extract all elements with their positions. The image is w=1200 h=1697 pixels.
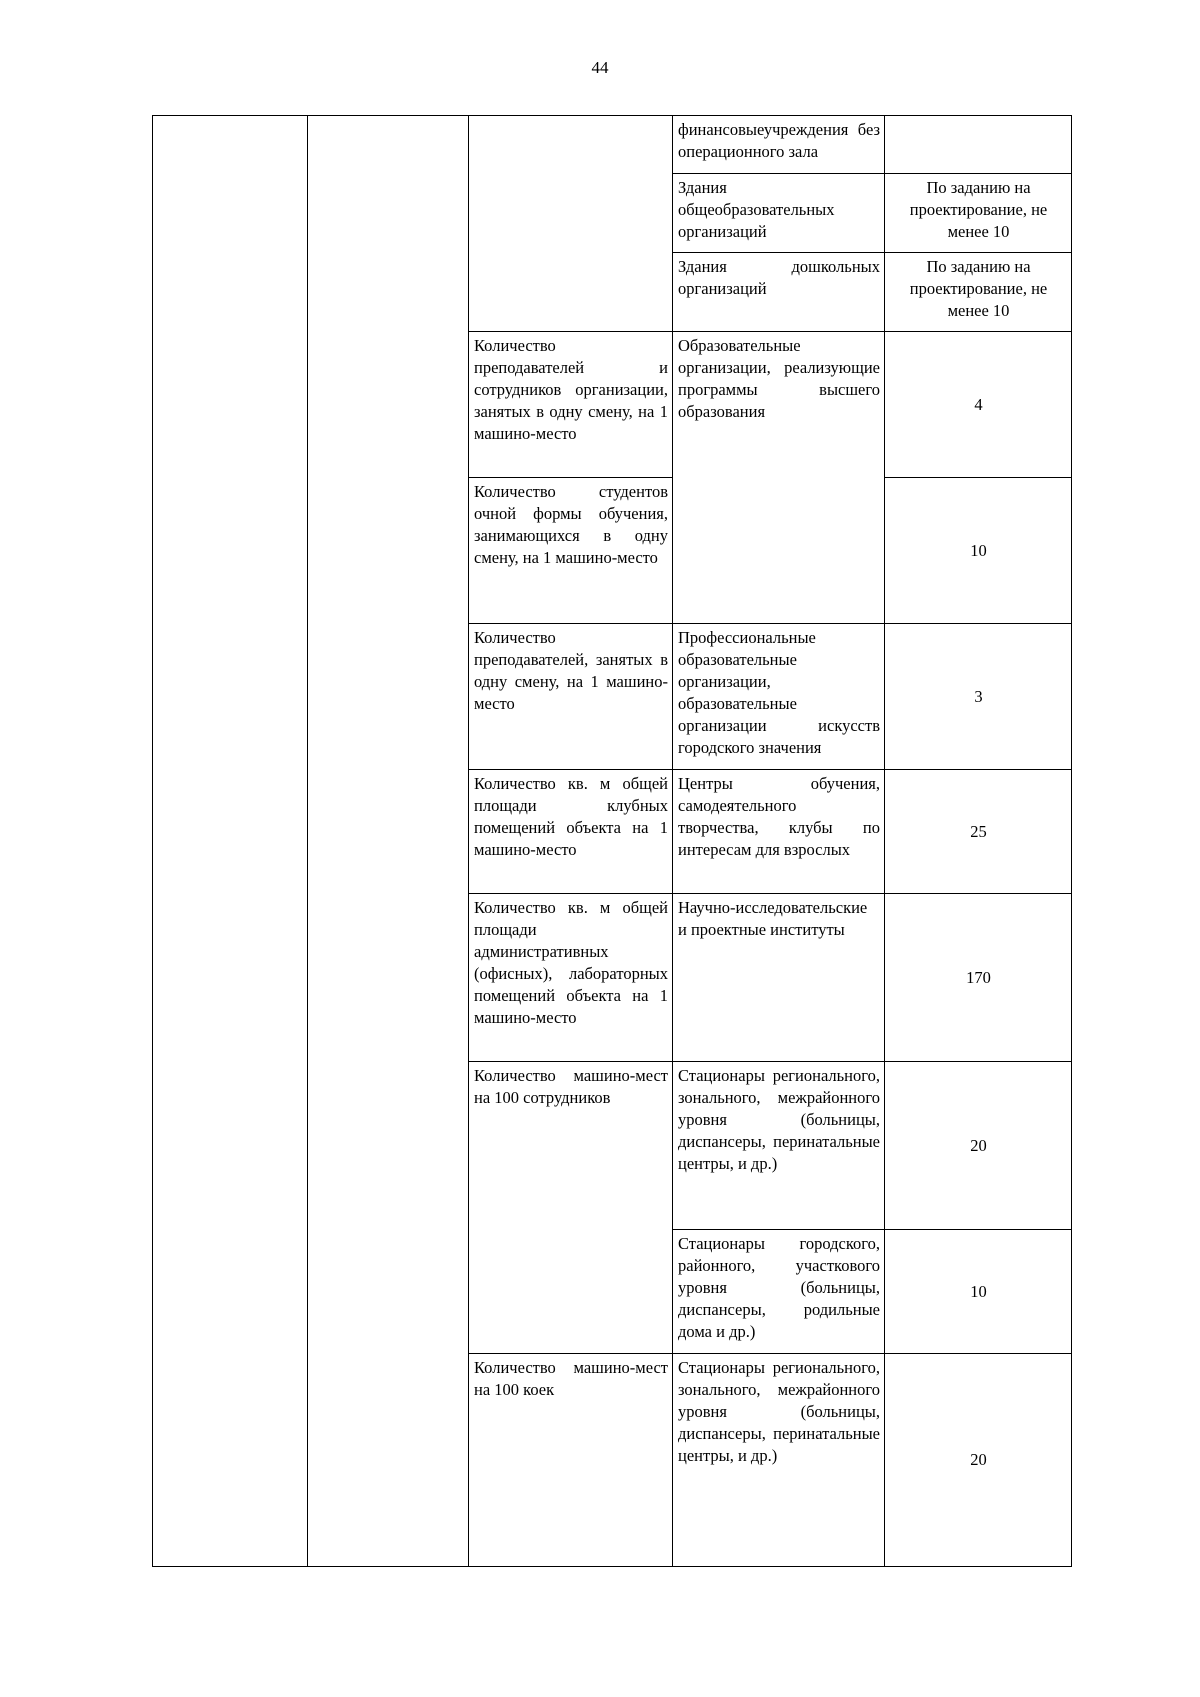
object-type-cell: Научно-исследовательские и проектные институты xyxy=(673,894,885,1062)
object-type-cell: Стационары регионального, зонального, межрайонного уровня (больницы, диспансеры, перинатальные центры, и др.) xyxy=(673,1062,885,1230)
object-type-cell: финансовыеучреждения без операционного зала xyxy=(673,116,885,174)
norm-value-cell: По заданию на проектирование, не менее 10 xyxy=(885,253,1072,332)
empty-cell-col3 xyxy=(469,116,673,332)
object-type-cell: Стационары городского, районного, участкового уровня (больницы, диспансеры, родильные дома и др.) xyxy=(673,1230,885,1354)
norm-value-cell: 10 xyxy=(885,1230,1072,1354)
norm-value-cell: 10 xyxy=(885,478,1072,624)
norm-value-cell: 3 xyxy=(885,624,1072,770)
object-type-cell: Стационары регионального, зонального, межрайонного уровня (больницы, диспансеры, перинатальные центры, и др.) xyxy=(673,1354,885,1567)
object-type-cell: Центры обучения, самодеятельного творчества, клубы по интересам для взрослых xyxy=(673,770,885,894)
indicator-cell: Количество студентов очной формы обучения, занимающихся в одну смену, на 1 машино-место xyxy=(469,478,673,624)
empty-cell-col1 xyxy=(153,116,308,1567)
norm-value-cell: 20 xyxy=(885,1354,1072,1567)
empty-cell-col2 xyxy=(308,116,469,1567)
object-type-cell: Образовательные организации, реализующие программы высшего образования xyxy=(673,332,885,624)
object-type-cell: Профессиональные образовательные организации, образовательные организации искусств городского значения xyxy=(673,624,885,770)
indicator-cell: Количество преподавателей и сотрудников организации, занятых в одну смену, на 1 машино-место xyxy=(469,332,673,478)
norm-value-cell: 4 xyxy=(885,332,1072,478)
page-number: 44 xyxy=(591,58,609,77)
indicator-cell: Количество машино-мест на 100 сотрудников xyxy=(469,1062,673,1354)
object-type-cell: Здания дошкольных организаций xyxy=(673,253,885,332)
parking-norms-table xyxy=(152,115,1072,1567)
norm-value-cell: 25 xyxy=(885,770,1072,894)
norm-value-cell: По заданию на проектирование, не менее 10 xyxy=(885,174,1072,253)
norm-value-cell xyxy=(885,116,1072,174)
indicator-cell: Количество кв. м общей площади клубных помещений объекта на 1 машино-место xyxy=(469,770,673,894)
norm-value-cell: 20 xyxy=(885,1062,1072,1230)
norm-value-cell: 170 xyxy=(885,894,1072,1062)
table-row xyxy=(153,116,1072,174)
indicator-cell: Количество кв. м общей площади административных (офисных), лабораторных помещений объекта на 1 машино-место xyxy=(469,894,673,1062)
indicator-cell: Количество машино-мест на 100 коек xyxy=(469,1354,673,1567)
indicator-cell: Количество преподавателей, занятых в одну смену, на 1 машино-место xyxy=(469,624,673,770)
object-type-cell: Здания общеобразовательных организаций xyxy=(673,174,885,253)
